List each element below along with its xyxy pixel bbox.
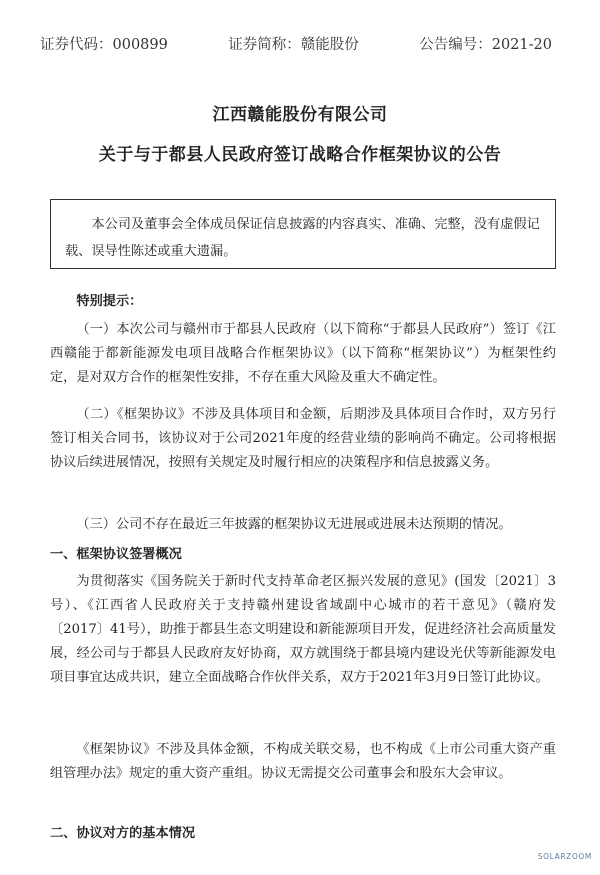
disclaimer-box: 本公司及董事会全体成员保证信息披露的内容真实、准确、完整，没有虚假记载、误导性陈述或重大遗漏。 — [50, 199, 556, 269]
watermark: SOLARZOOM — [537, 852, 592, 861]
section-1-heading: 一、框架协议签署概况 — [50, 547, 182, 562]
special-notice-item-1: （一）本次公司与赣州市于都县人民政府（以下简称“于都县人民政府”）签订《江西赣能于都新能源发电项目战略合作框架协议》（以下简称“框架协议”）为框架性约定，是对双方合作的框架性安排，不存在重大风险及重大不确定性。 — [50, 322, 556, 385]
section-1-paragraph-2: 《框架协议》不涉及具体金额，不构成关联交易，也不构成《上市公司重大资产重组管理办法》规定的重大资产重组。协议无需提交公司董事会和股东大会审议。 — [50, 742, 556, 781]
document-header — [40, 33, 552, 54]
announcement-title: 关于与于都县人民政府签订战略合作框架协议的公告 — [98, 145, 502, 165]
section-2-heading: 二、协议对方的基本情况 — [50, 826, 196, 841]
special-notice-item-3: （三）公司不存在最近三年披露的框架协议无进展或进展未达预期的情况。 — [76, 517, 512, 532]
special-notice-item-2: （二）《框架协议》不涉及具体项目和金额，后期涉及具体项目合作时，双方另行签订相关合同书，该协议对于公司2021年度的经营业绩的影响尚不确定。公司将根据协议后续进展情况，按照有关规定及时履行相应的决策程序和信息披露义务。 — [50, 407, 556, 470]
special-notice-heading: 特别提示： — [76, 294, 143, 309]
stock-code: 证券代码：000899 — [40, 37, 168, 53]
stock-short-name: 证券简称：赣能股份 — [228, 37, 359, 53]
company-name: 江西赣能股份有限公司 — [212, 105, 388, 125]
notice-number: 公告编号：2021-20 — [419, 37, 552, 53]
section-1-paragraph-1: 为贯彻落实《国务院关于新时代支持革命老区振兴发展的意见》(国发〔2021〕3号）、《江西省人民政府关于支持赣州建设省域副中心城市的若干意见》（赣府发〔2017〕41号），助推于都县生态文明建设和新能源项目开发，促进经济社会高质量发展，经公司与于都县人民政府友好协商，双方就围绕于都县境内建设光伏等新能源发电项目事宜达成共识，建立全面战略合作伙伴关系，双方于2021年3月9日签订此协议。 — [50, 574, 556, 685]
